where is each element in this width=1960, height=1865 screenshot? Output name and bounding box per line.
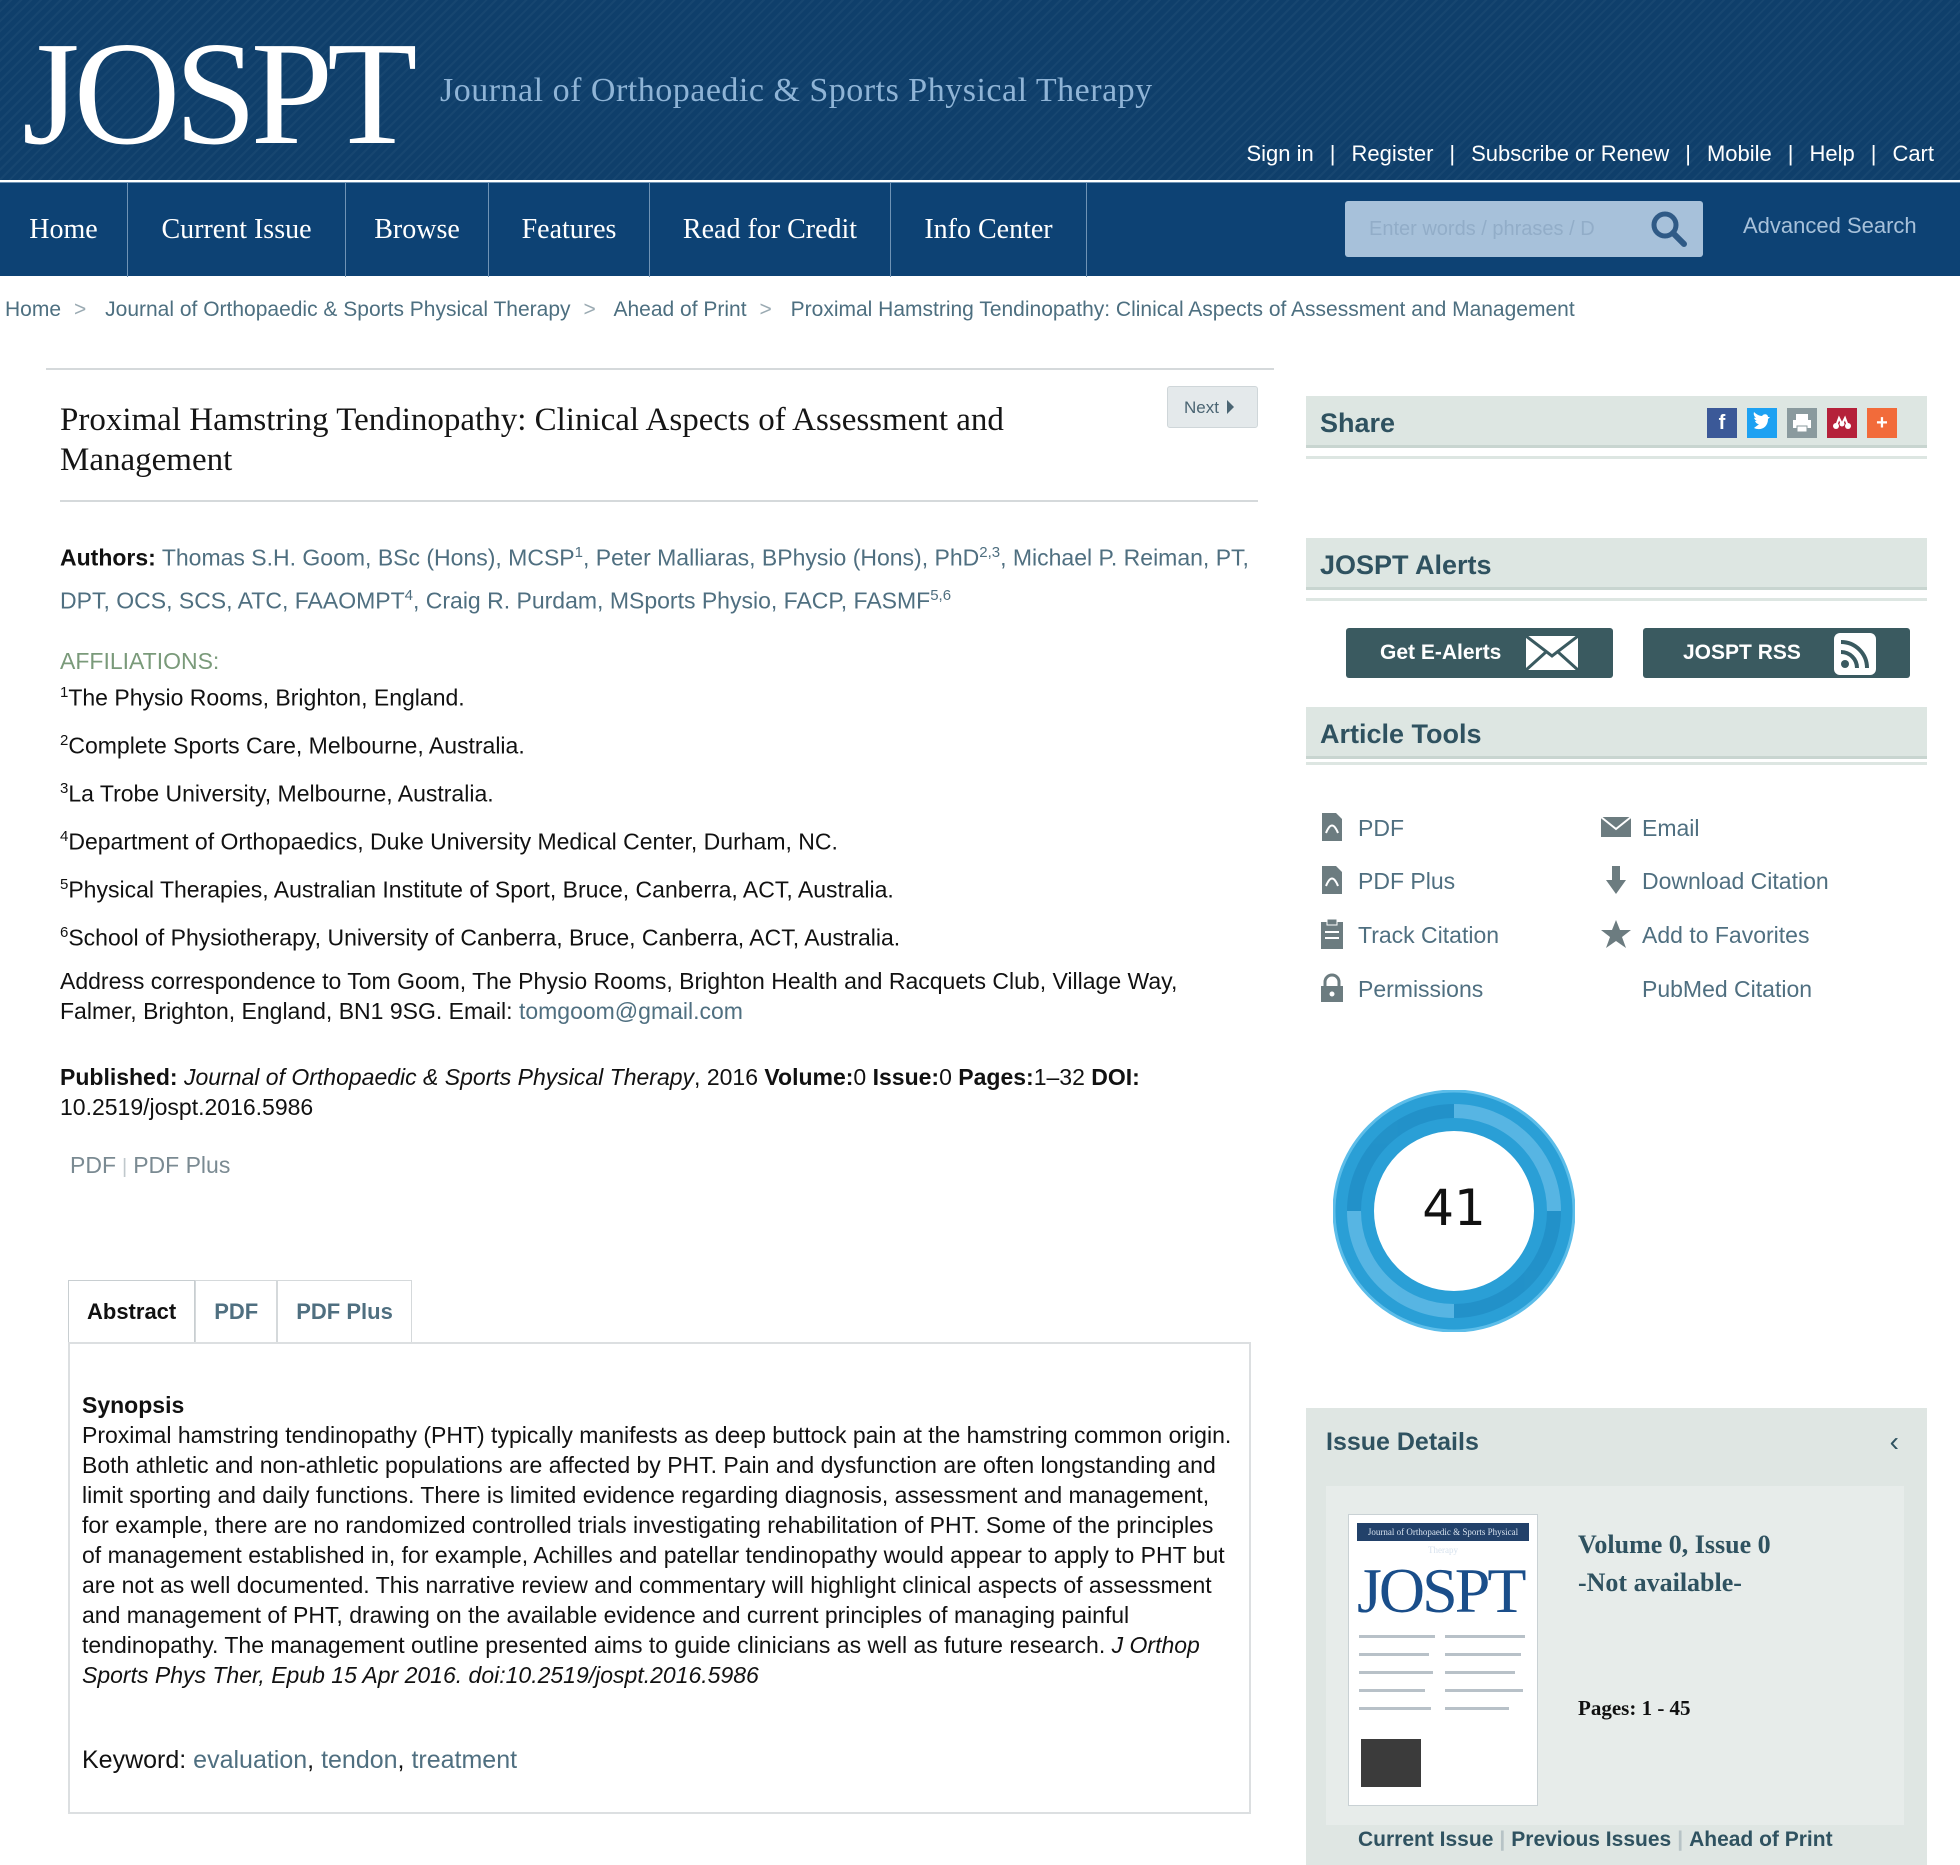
aff-text: Physical Therapies, Australian Institute of Sport, Bruce, Canberra, ACT, Australia.	[68, 876, 894, 903]
pages-value: 1–32	[1033, 1064, 1092, 1090]
volume-value: 0	[853, 1064, 873, 1090]
share-panel-header	[1306, 396, 1927, 448]
tool-pubmed-citation[interactable]	[1642, 976, 1812, 1003]
get-e-alerts-button[interactable]	[1346, 628, 1613, 678]
volume-label: Volume:	[764, 1064, 854, 1090]
affiliation-item	[60, 780, 494, 808]
affiliations-heading: AFFILIATIONS:	[60, 648, 220, 674]
tool-label: Permissions	[1358, 976, 1484, 1002]
tool-pdf-plus[interactable]	[1358, 868, 1455, 895]
nav-info-center[interactable]: Info Center	[891, 183, 1087, 277]
tab-pdf-plus[interactable]: PDF Plus	[277, 1280, 412, 1344]
jospt-logo[interactable]: JOSPT	[22, 12, 412, 176]
register-link[interactable]: Register	[1351, 141, 1434, 166]
search-icon[interactable]	[1649, 209, 1689, 249]
synopsis-heading: Synopsis	[82, 1392, 185, 1418]
separator: |	[1329, 141, 1336, 166]
divider	[1306, 598, 1927, 601]
nav-home[interactable]: Home	[0, 183, 128, 277]
next-label: Next	[1184, 398, 1219, 417]
next-arrow-icon	[1227, 400, 1234, 414]
published-year: , 2016	[694, 1064, 765, 1090]
affiliation-item	[60, 684, 465, 712]
author-link[interactable]: Peter Malliaras, BPhysio (Hons), PhD	[595, 544, 980, 571]
issue-availability: -Not available-	[1578, 1568, 1742, 1597]
breadcrumb-article[interactable]: Proximal Hamstring Tendinopathy: Clinical Aspects of Assessment and Management	[790, 298, 1575, 321]
issue-links	[1358, 1828, 1833, 1852]
synopsis-text	[82, 1420, 1232, 1690]
alerts-title: JOSPT Alerts	[1320, 550, 1492, 580]
current-issue-link[interactable]: Current Issue	[1358, 1828, 1494, 1851]
issue-label: Issue:	[872, 1064, 940, 1090]
advanced-search-link[interactable]: Advanced Search	[1743, 213, 1917, 238]
correspondence-text: Address correspondence to Tom Goom, The Physio Rooms, Brighton Health and Racquets Club, Village Way, Falmer, Brighton, England, BN1 9SG. Email:	[60, 968, 1178, 1024]
alerts-panel-header	[1306, 538, 1927, 590]
aff-text: School of Physiotherapy, University of Canberra, Bruce, Canberra, ACT, Australia.	[68, 924, 901, 951]
keyword-link[interactable]: treatment	[411, 1746, 518, 1774]
search-box	[1345, 201, 1703, 257]
tool-label: Track Citation	[1358, 922, 1500, 948]
separator: |	[122, 1156, 128, 1178]
issue-value: 0	[939, 1064, 959, 1090]
keyword-link[interactable]: tendon	[321, 1746, 398, 1774]
twitter-icon[interactable]	[1747, 408, 1777, 438]
tool-label: Download Citation	[1642, 868, 1829, 894]
correspondence	[60, 966, 1260, 1026]
affiliation-item	[60, 732, 525, 760]
issue-card	[1326, 1486, 1904, 1825]
breadcrumb-journal[interactable]: Journal of Orthopaedic & Sports Physical Therapy	[105, 298, 571, 321]
pdf-link[interactable]: PDF	[70, 1152, 116, 1178]
tab-pdf[interactable]: PDF	[195, 1280, 277, 1344]
mendeley-icon[interactable]	[1827, 408, 1857, 438]
cover-line	[1445, 1671, 1515, 1674]
sign-in-link[interactable]: Sign in	[1246, 141, 1314, 166]
pdf-plus-link[interactable]: PDF Plus	[133, 1152, 231, 1178]
cover-line	[1359, 1653, 1429, 1656]
site-header	[0, 0, 1960, 180]
email-icon	[1600, 811, 1632, 843]
lock-icon	[1316, 972, 1348, 1004]
pages-label: Pages:	[958, 1064, 1034, 1090]
chevron-left-icon[interactable]: ‹	[1889, 1426, 1899, 1457]
issue-details-panel	[1306, 1408, 1927, 1865]
rss-icon	[1833, 632, 1877, 676]
divider	[46, 368, 1274, 370]
cover-line	[1359, 1671, 1433, 1674]
cover-line	[1445, 1689, 1523, 1692]
cover-line	[1359, 1635, 1435, 1638]
separator: |	[1677, 1828, 1684, 1851]
author-link[interactable]: Michael P. Reiman, PT, DPT, OCS, SCS, ATC, FAAOMPT	[60, 544, 1249, 614]
pdf-links	[70, 1152, 230, 1179]
nav-features[interactable]: Features	[489, 183, 650, 277]
tool-download-citation[interactable]	[1642, 868, 1829, 895]
tool-track-citation[interactable]	[1358, 922, 1499, 949]
keyword-label: Keyword:	[82, 1746, 194, 1774]
issue-cover-image[interactable]	[1348, 1514, 1538, 1806]
publication-info	[60, 1062, 1260, 1122]
separator: |	[1449, 141, 1456, 166]
synopsis-body: Proximal hamstring tendinopathy (PHT) typically manifests as deep buttock pain at the hamstring common origin. Both athletic and non-athletic populations are affected by PHT. Pain and dysfunction are often longstanding and limit sporting and daily functions. There is limited evidence regarding diagnosis, assessment and management, for example, there are no randomized controlled trials investigating rehabilitation of PHT. Some of the principles of management established in, for example, Achilles and patellar tendinopathy would appear to apply to PHT but are not as well documented. This narrative review and commentary will highlight clinical aspects of assessment and management of PHT, drawing on the available evidence and current principles of managing painful tendinopathy. The management outline presented aims to guide clinicians as well as future research.	[82, 1422, 1232, 1658]
download-icon	[1600, 864, 1632, 896]
synopsis-citation: J Orthop Sports Phys Ther, Epub 15 Apr 2016. doi:10.2519/jospt.2016.5986	[82, 1632, 1200, 1688]
cover-photo	[1361, 1739, 1421, 1787]
published-journal: Journal of Orthopaedic & Sports Physical Therapy	[183, 1064, 695, 1090]
tool-label: PDF	[1358, 815, 1404, 841]
mobile-link[interactable]: Mobile	[1706, 141, 1772, 166]
add-share-icon[interactable]: +	[1867, 408, 1897, 438]
subscribe-link[interactable]: Subscribe or Renew	[1471, 141, 1670, 166]
aff-sup: 5	[60, 876, 69, 893]
tool-label: PubMed Citation	[1642, 976, 1813, 1002]
article-title: Proximal Hamstring Tendinopathy: Clinical Aspects of Assessment and Management	[60, 402, 1004, 478]
search-input[interactable]	[1345, 201, 1645, 257]
nav-read-for-credit[interactable]: Read for Credit	[650, 183, 891, 277]
tool-label: Email	[1642, 815, 1700, 841]
affiliation-item	[60, 876, 894, 904]
breadcrumb-arrow: >	[583, 298, 596, 321]
author-sup: 4	[404, 586, 413, 604]
authors: Authors: Thomas S.H. Goom, BSc (Hons), MCSP$^1$, Peter Malliaras, BPhysio (Hons), PhD$^{2,3}$, Michael P. Reiman, PT, DPT, OCS, SCS, ATC, FAAOMPT$^4$, Craig R. Purdam, MSports Physio, FACP, FASMF$^{5,6}$	[60, 544, 1249, 614]
tools-title: Article Tools	[1320, 719, 1482, 749]
published-label: Published:	[60, 1064, 178, 1090]
affiliation-item	[60, 828, 838, 856]
breadcrumb	[5, 298, 1575, 322]
separator: |	[1685, 141, 1691, 166]
issue-volume-text: Volume 0, Issue 0	[1578, 1530, 1771, 1559]
aff-sup: 3	[60, 780, 69, 797]
share-icons	[1707, 408, 1897, 438]
utility-links	[1246, 141, 1934, 167]
aff-text: Department of Orthopaedics, Duke University Medical Center, Durham, NC.	[68, 828, 838, 855]
cover-line	[1359, 1689, 1425, 1692]
nav-current-issue[interactable]: Current Issue	[128, 183, 346, 277]
get-alerts-label: Get E-Alerts	[1380, 641, 1502, 664]
aff-text: La Trobe University, Melbourne, Australia.	[68, 780, 494, 807]
author-sup: 5,6	[930, 586, 952, 604]
star-icon	[1600, 918, 1632, 950]
cover-line	[1359, 1707, 1431, 1710]
authors-label: Authors:	[60, 544, 156, 571]
tool-pdf[interactable]	[1358, 815, 1404, 842]
separator: |	[1870, 141, 1877, 166]
aff-sup: 4	[60, 828, 69, 845]
aff-sup: 6	[60, 924, 69, 941]
cover-line	[1445, 1707, 1509, 1710]
altmetric-score: 41	[1386, 1140, 1522, 1276]
author-sup: 2,3	[979, 544, 1001, 561]
aff-sup: 1	[60, 684, 69, 701]
issue-details-title: Issue Details	[1326, 1428, 1479, 1456]
aff-sup: 2	[60, 732, 69, 749]
jospt-rss-button[interactable]	[1643, 628, 1910, 678]
keywords: Keyword: evaluation, tendon, treatment	[82, 1746, 518, 1774]
aff-text: The Physio Rooms, Brighton, England.	[68, 684, 465, 711]
cover-logo: JOSPT	[1357, 1555, 1524, 1626]
tool-label: PDF Plus	[1358, 868, 1456, 894]
article-tools-header	[1306, 707, 1927, 759]
pdf-icon	[1316, 811, 1348, 843]
next-article-button[interactable]	[1167, 386, 1258, 428]
author-link[interactable]: Thomas S.H. Goom, BSc (Hons), MCSP	[161, 544, 575, 571]
breadcrumb-ahead-of-print[interactable]: Ahead of Print	[613, 298, 747, 321]
divider	[1306, 762, 1927, 765]
divider	[1306, 456, 1927, 459]
tab-abstract[interactable]: Abstract	[68, 1280, 195, 1344]
abstract-panel	[68, 1342, 1251, 1814]
divider	[60, 500, 1258, 502]
article-tabs	[68, 1280, 412, 1344]
cart-link[interactable]: Cart	[1892, 141, 1934, 166]
issue-pages: Pages: 1 - 45	[1578, 1696, 1691, 1720]
facebook-icon[interactable]: f	[1707, 408, 1737, 438]
ahead-of-print-link[interactable]: Ahead of Print	[1689, 1828, 1833, 1851]
main-nav	[0, 182, 1960, 276]
breadcrumb-arrow: >	[759, 298, 772, 321]
tool-add-to-favorites[interactable]	[1642, 922, 1809, 949]
pdf-plus-icon	[1316, 864, 1348, 896]
breadcrumb-home[interactable]: Home	[5, 298, 62, 321]
tool-email[interactable]	[1642, 815, 1700, 842]
journal-name: Journal of Orthopaedic & Sports Physical Therapy	[440, 72, 1153, 109]
separator: |	[1499, 1828, 1506, 1851]
rss-label: JOSPT RSS	[1683, 641, 1801, 664]
issue-volume[interactable]	[1578, 1526, 1771, 1602]
breadcrumb-arrow: >	[74, 298, 87, 321]
clipboard-icon	[1316, 918, 1348, 950]
affiliation-item	[60, 924, 900, 952]
email-link[interactable]: tomgoom@gmail.com	[518, 998, 743, 1024]
print-icon[interactable]	[1787, 408, 1817, 438]
separator: |	[1787, 141, 1794, 166]
tool-label: Add to Favorites	[1642, 922, 1810, 948]
nav-browse[interactable]: Browse	[346, 183, 489, 277]
cover-line	[1445, 1653, 1521, 1656]
doi-value: 10.2519/jospt.2016.5986	[60, 1094, 314, 1120]
share-title: Share	[1320, 408, 1396, 438]
help-link[interactable]: Help	[1809, 141, 1855, 166]
doi-label: DOI:	[1091, 1064, 1140, 1090]
cover-banner: Journal of Orthopaedic & Sports Physical Therapy	[1357, 1523, 1529, 1541]
tool-permissions[interactable]	[1358, 976, 1483, 1003]
aff-text: Complete Sports Care, Melbourne, Australia.	[68, 732, 525, 759]
keyword-link[interactable]: evaluation	[193, 1746, 308, 1774]
author-sup: 1	[574, 544, 583, 561]
envelope-icon	[1524, 634, 1580, 672]
previous-issues-link[interactable]: Previous Issues	[1511, 1828, 1672, 1851]
author-link[interactable]: Craig R. Purdam, MSports Physio, FACP, FASMF	[425, 587, 931, 614]
cover-line	[1445, 1635, 1525, 1638]
